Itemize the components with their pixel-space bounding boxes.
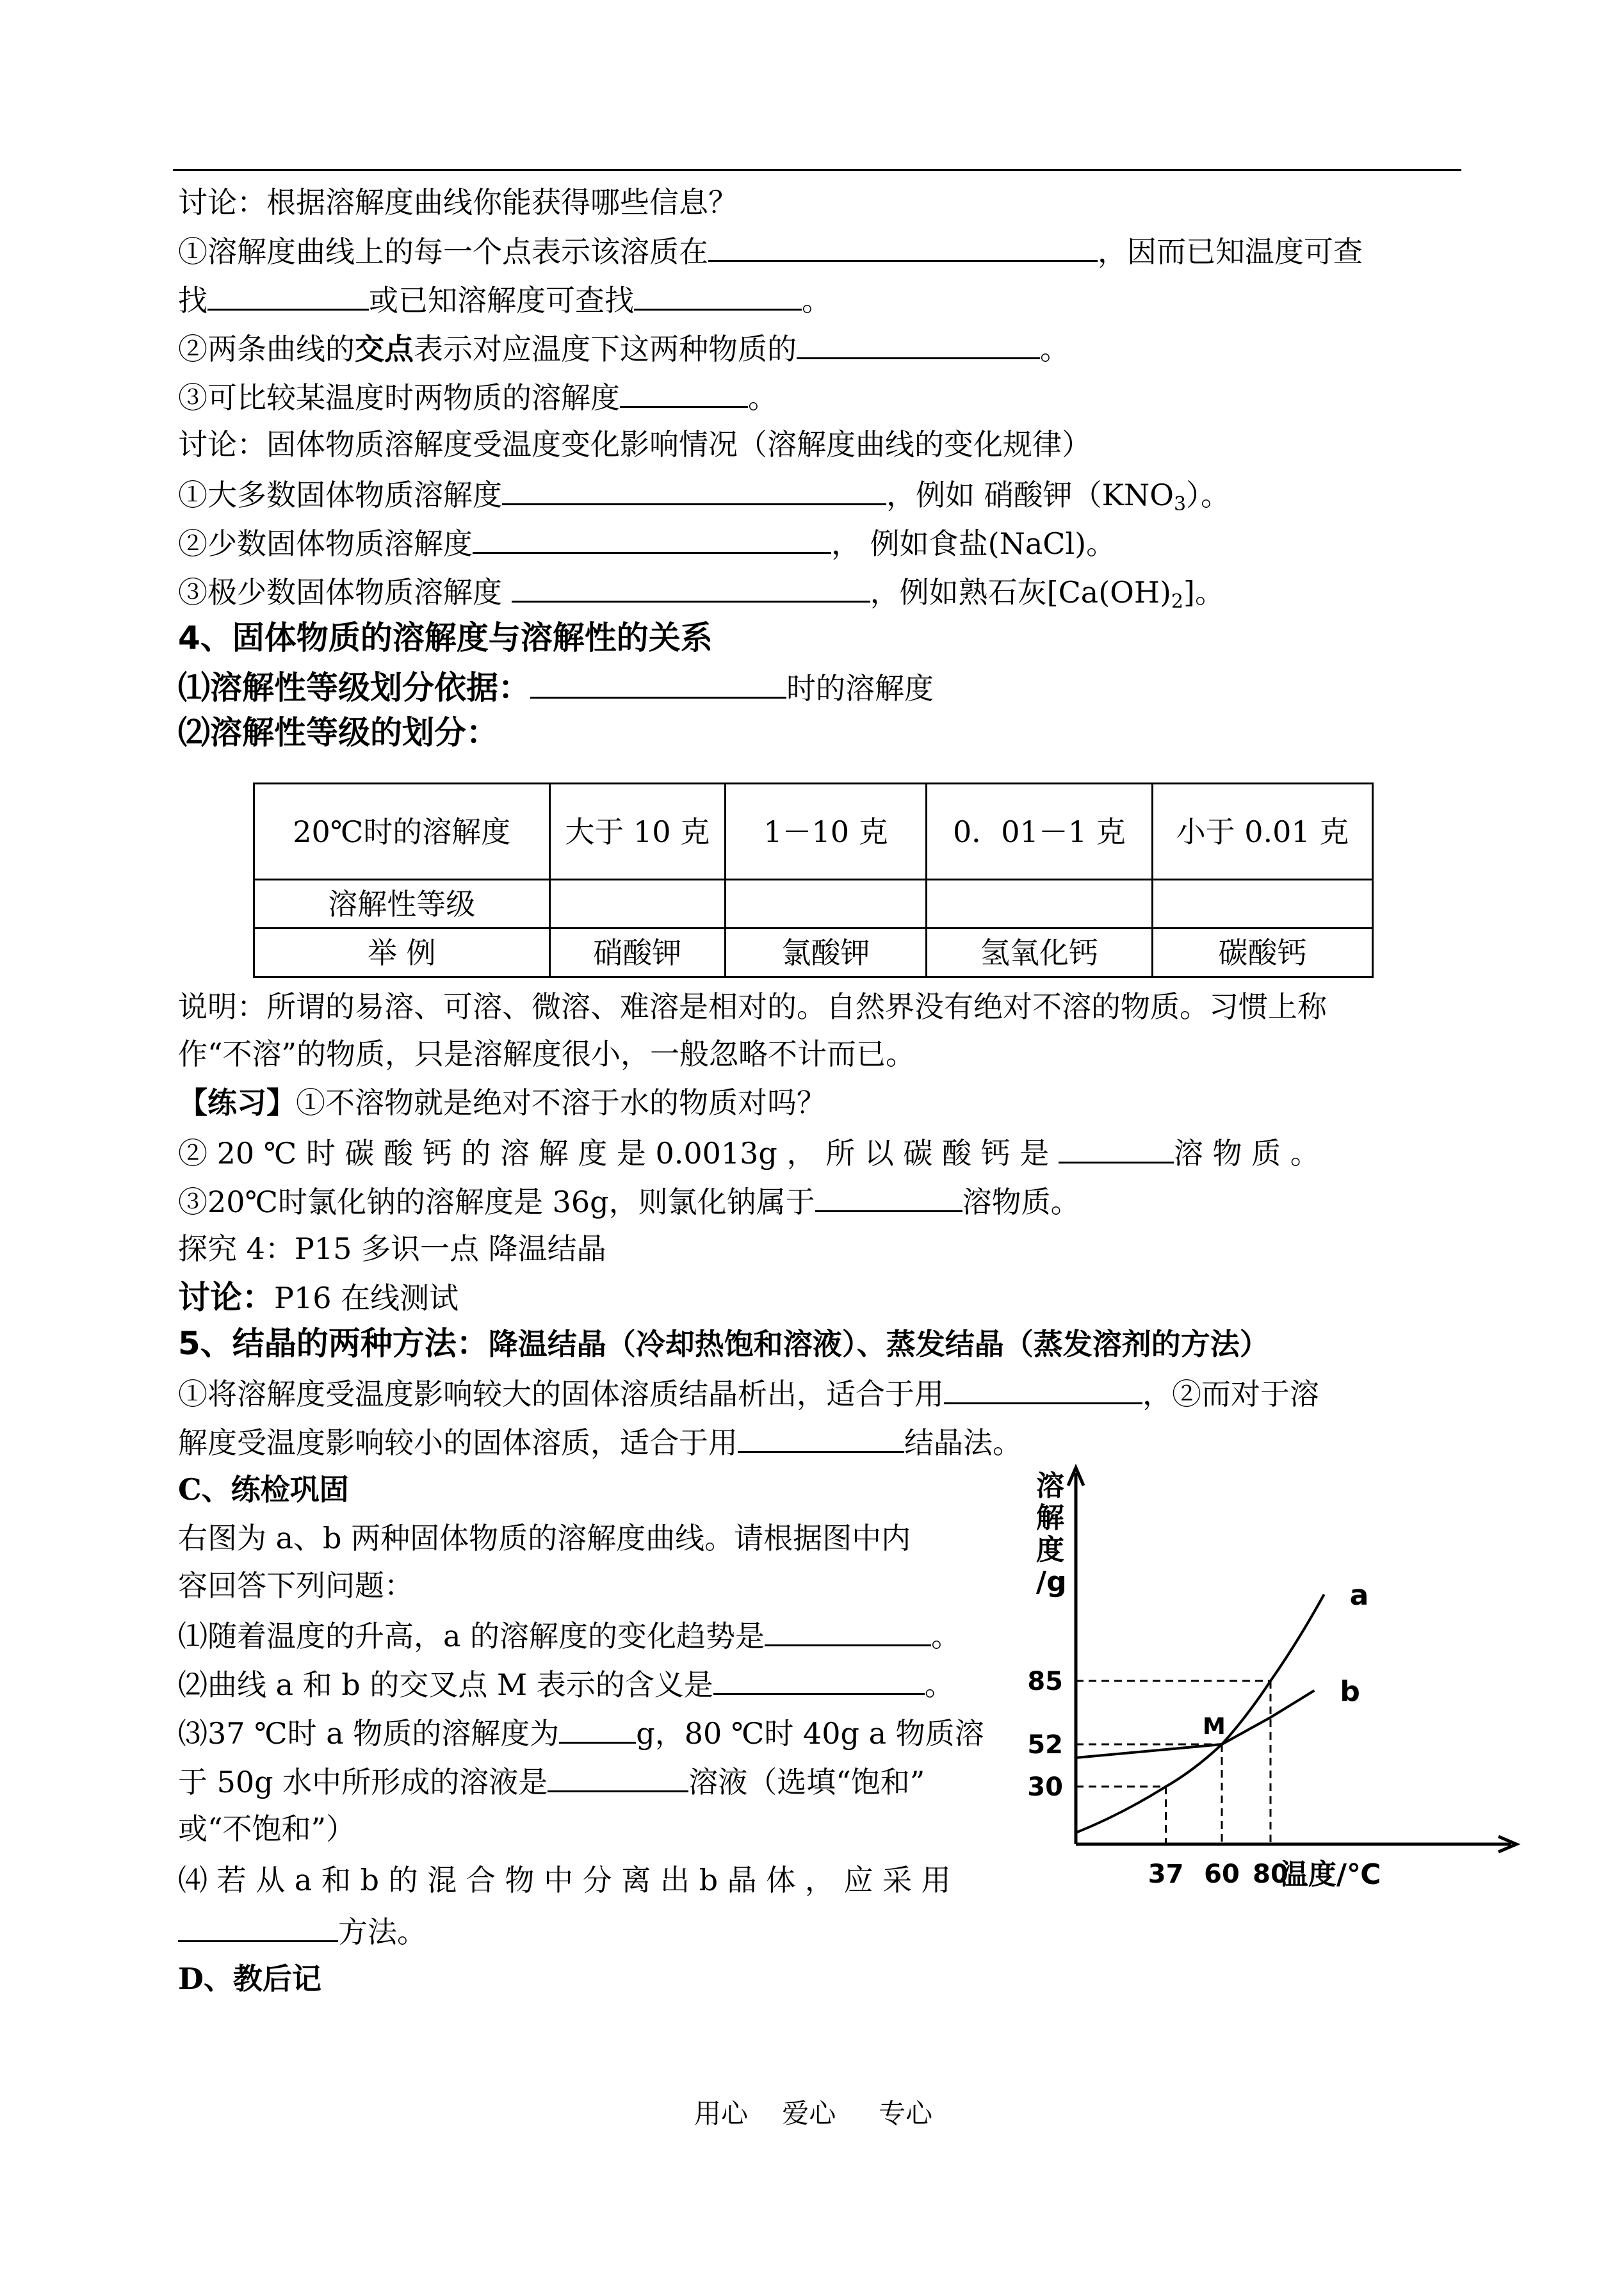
table-row <box>254 929 1373 977</box>
header-rule <box>173 169 1461 171</box>
x-tick-80: 80 <box>1253 1860 1288 1889</box>
series-a-line <box>1076 1594 1324 1833</box>
practice-1: ② 20 ℃ 时 碳 酸 钙 的 溶 解 度 是 0.0013g ， 所 以 碳 酸 钙 是 溶 物 质 。 <box>178 1132 1320 1172</box>
footer: 用心 爱心 专心 <box>694 2098 933 2129</box>
y-tick-30: 30 <box>1027 1772 1063 1802</box>
table-cell: 小于 0.01 克 <box>1152 784 1372 880</box>
table-cell: 大于 10 克 <box>549 784 726 880</box>
discussion-2: 讨论：固体物质溶解度受温度变化影响情况（溶解度曲线的变化规律） <box>178 427 1091 462</box>
question-3c: 或“不饱和”） <box>178 1812 356 1846</box>
x-axis-label: 温度/℃ <box>1279 1858 1381 1891</box>
table-cell: 20℃时的溶解度 <box>254 784 550 880</box>
curves <box>1076 1579 1368 1833</box>
question-3b: 于 50g 水中所形成的溶液是 溶液（选填“饱和” <box>178 1761 925 1801</box>
section-4-criteria: ⑴溶解性等级划分依据： 时的溶解度 <box>178 667 934 708</box>
table-cell: 碳酸钙 <box>1152 929 1372 977</box>
line-1: ①溶解度曲线上的每一个点表示该溶质在 ，因而已知温度可查 <box>178 231 1363 271</box>
question-2: ⑵曲线 a 和 b 的交叉点 M 表示的含义是 。 <box>178 1664 954 1704</box>
table-cell <box>726 880 927 929</box>
discussion-3: 讨论：P16 在线测试 <box>178 1279 459 1316</box>
table-cell: 溶解性等级 <box>254 880 550 929</box>
table-cell: 0．01－1 克 <box>926 784 1152 880</box>
question-4: ⑷ 若 从 a 和 b 的 混 合 物 中 分 离 出 b 晶 体 ， 应 采 用 <box>178 1863 951 1897</box>
table-cell: 氢氧化钙 <box>926 929 1152 977</box>
crystal-line-1: ①将溶解度受温度影响较大的固体溶质结晶析出，适合于用 ，②而对于溶 <box>178 1373 1319 1413</box>
series-b-label: b <box>1340 1675 1360 1708</box>
table-cell <box>549 880 726 929</box>
section-5-heading: 5、结晶的两种方法：降温结晶（冷却热饱和溶液）、蒸发结晶（蒸发溶剂的方法） <box>178 1325 1269 1362</box>
table-row <box>254 880 1373 929</box>
practice-2: ③20℃时氯化钠的溶解度是 36g，则氯化钠属于 溶物质。 <box>178 1181 1080 1221</box>
tick-labels <box>1027 1667 1381 1891</box>
section-4-division: ⑵溶解性等级的划分： <box>178 714 498 751</box>
discussion-1: 讨论：根据溶解度曲线你能获得哪些信息？ <box>178 185 738 220</box>
section-D-heading: D、教后记 <box>178 1961 321 1996</box>
table-cell: 硝酸钾 <box>549 929 726 977</box>
note-line-1: 说明：所谓的易溶、可溶、微溶、难溶是相对的。自然界没有绝对不溶的物质。习惯上称 <box>178 989 1327 1024</box>
question-3: ⑶37 ℃时 a 物质的溶解度为 g，80 ℃时 40g a 物质溶 <box>178 1712 984 1753</box>
line-7: ③极少数固体物质溶解度 ，例如熟石灰$[Ca(OH)_2]$。 <box>178 571 1224 621</box>
y-axis-label-2: 解 <box>1036 1502 1064 1534</box>
series-b-line <box>1076 1691 1314 1758</box>
y-axis-label-3: 度 <box>1036 1534 1064 1566</box>
question-1: ⑴随着温度的升高，a 的溶解度的变化趋势是 。 <box>178 1615 961 1655</box>
y-axis-label-4: /g <box>1036 1566 1067 1598</box>
table-cell: 举 例 <box>254 929 550 977</box>
series-a-label: a <box>1349 1579 1369 1612</box>
table-cell <box>1152 880 1372 929</box>
table-cell: 氯酸钾 <box>726 929 927 977</box>
line-3: ②两条曲线的交点表示对应温度下这两种物质的 。 <box>178 328 1069 368</box>
solubility-chart <box>999 1460 1524 1895</box>
note-line-2: 作“不溶”的物质，只是溶解度很小，一般忽略不计而已。 <box>178 1037 916 1071</box>
section-4-heading: 4、固体物质的溶解度与溶解性的关系 <box>178 619 713 656</box>
y-axis-label-1: 溶 <box>1036 1470 1064 1502</box>
line-4: ③可比较某温度时两物质的溶解度 。 <box>178 377 777 417</box>
section-C-heading: C、练检巩固 <box>178 1472 349 1507</box>
table-cell <box>926 880 1152 929</box>
line-6: ②少数固体物质溶解度 ， 例如食盐(NaCl)。 <box>178 523 1116 563</box>
y-tick-85: 85 <box>1027 1667 1063 1696</box>
question-4b: 方法。 <box>178 1911 426 1951</box>
solubility-table <box>253 783 1374 978</box>
point-M-label: M <box>1203 1714 1226 1740</box>
chart-axes <box>1068 1468 1516 1852</box>
crystal-line-2: 解度受温度影响较小的固体溶质，适合于用 结晶法。 <box>178 1422 1022 1462</box>
table-row <box>254 784 1373 880</box>
y-tick-52: 52 <box>1027 1730 1063 1760</box>
line-2: 找 或已知溶解度可查找 。 <box>178 279 831 320</box>
question-intro: 右图为 a、b 两种固体物质的溶解度曲线。请根据图中内 <box>178 1521 911 1555</box>
x-tick-60: 60 <box>1204 1860 1240 1889</box>
question-intro-2: 容回答下列问题： <box>178 1568 414 1603</box>
practice-0: 【练习】①不溶物就是绝对不溶于水的物质对吗？ <box>178 1085 826 1120</box>
explore-4: 探究 4：P15 多识一点 降温结晶 <box>178 1231 606 1266</box>
table-cell: 1－10 克 <box>726 784 927 880</box>
x-tick-37: 37 <box>1148 1860 1184 1889</box>
line-5: ①大多数固体物质溶解度 ，例如 硝酸钾$(KNO_3)$。 <box>178 474 1230 524</box>
